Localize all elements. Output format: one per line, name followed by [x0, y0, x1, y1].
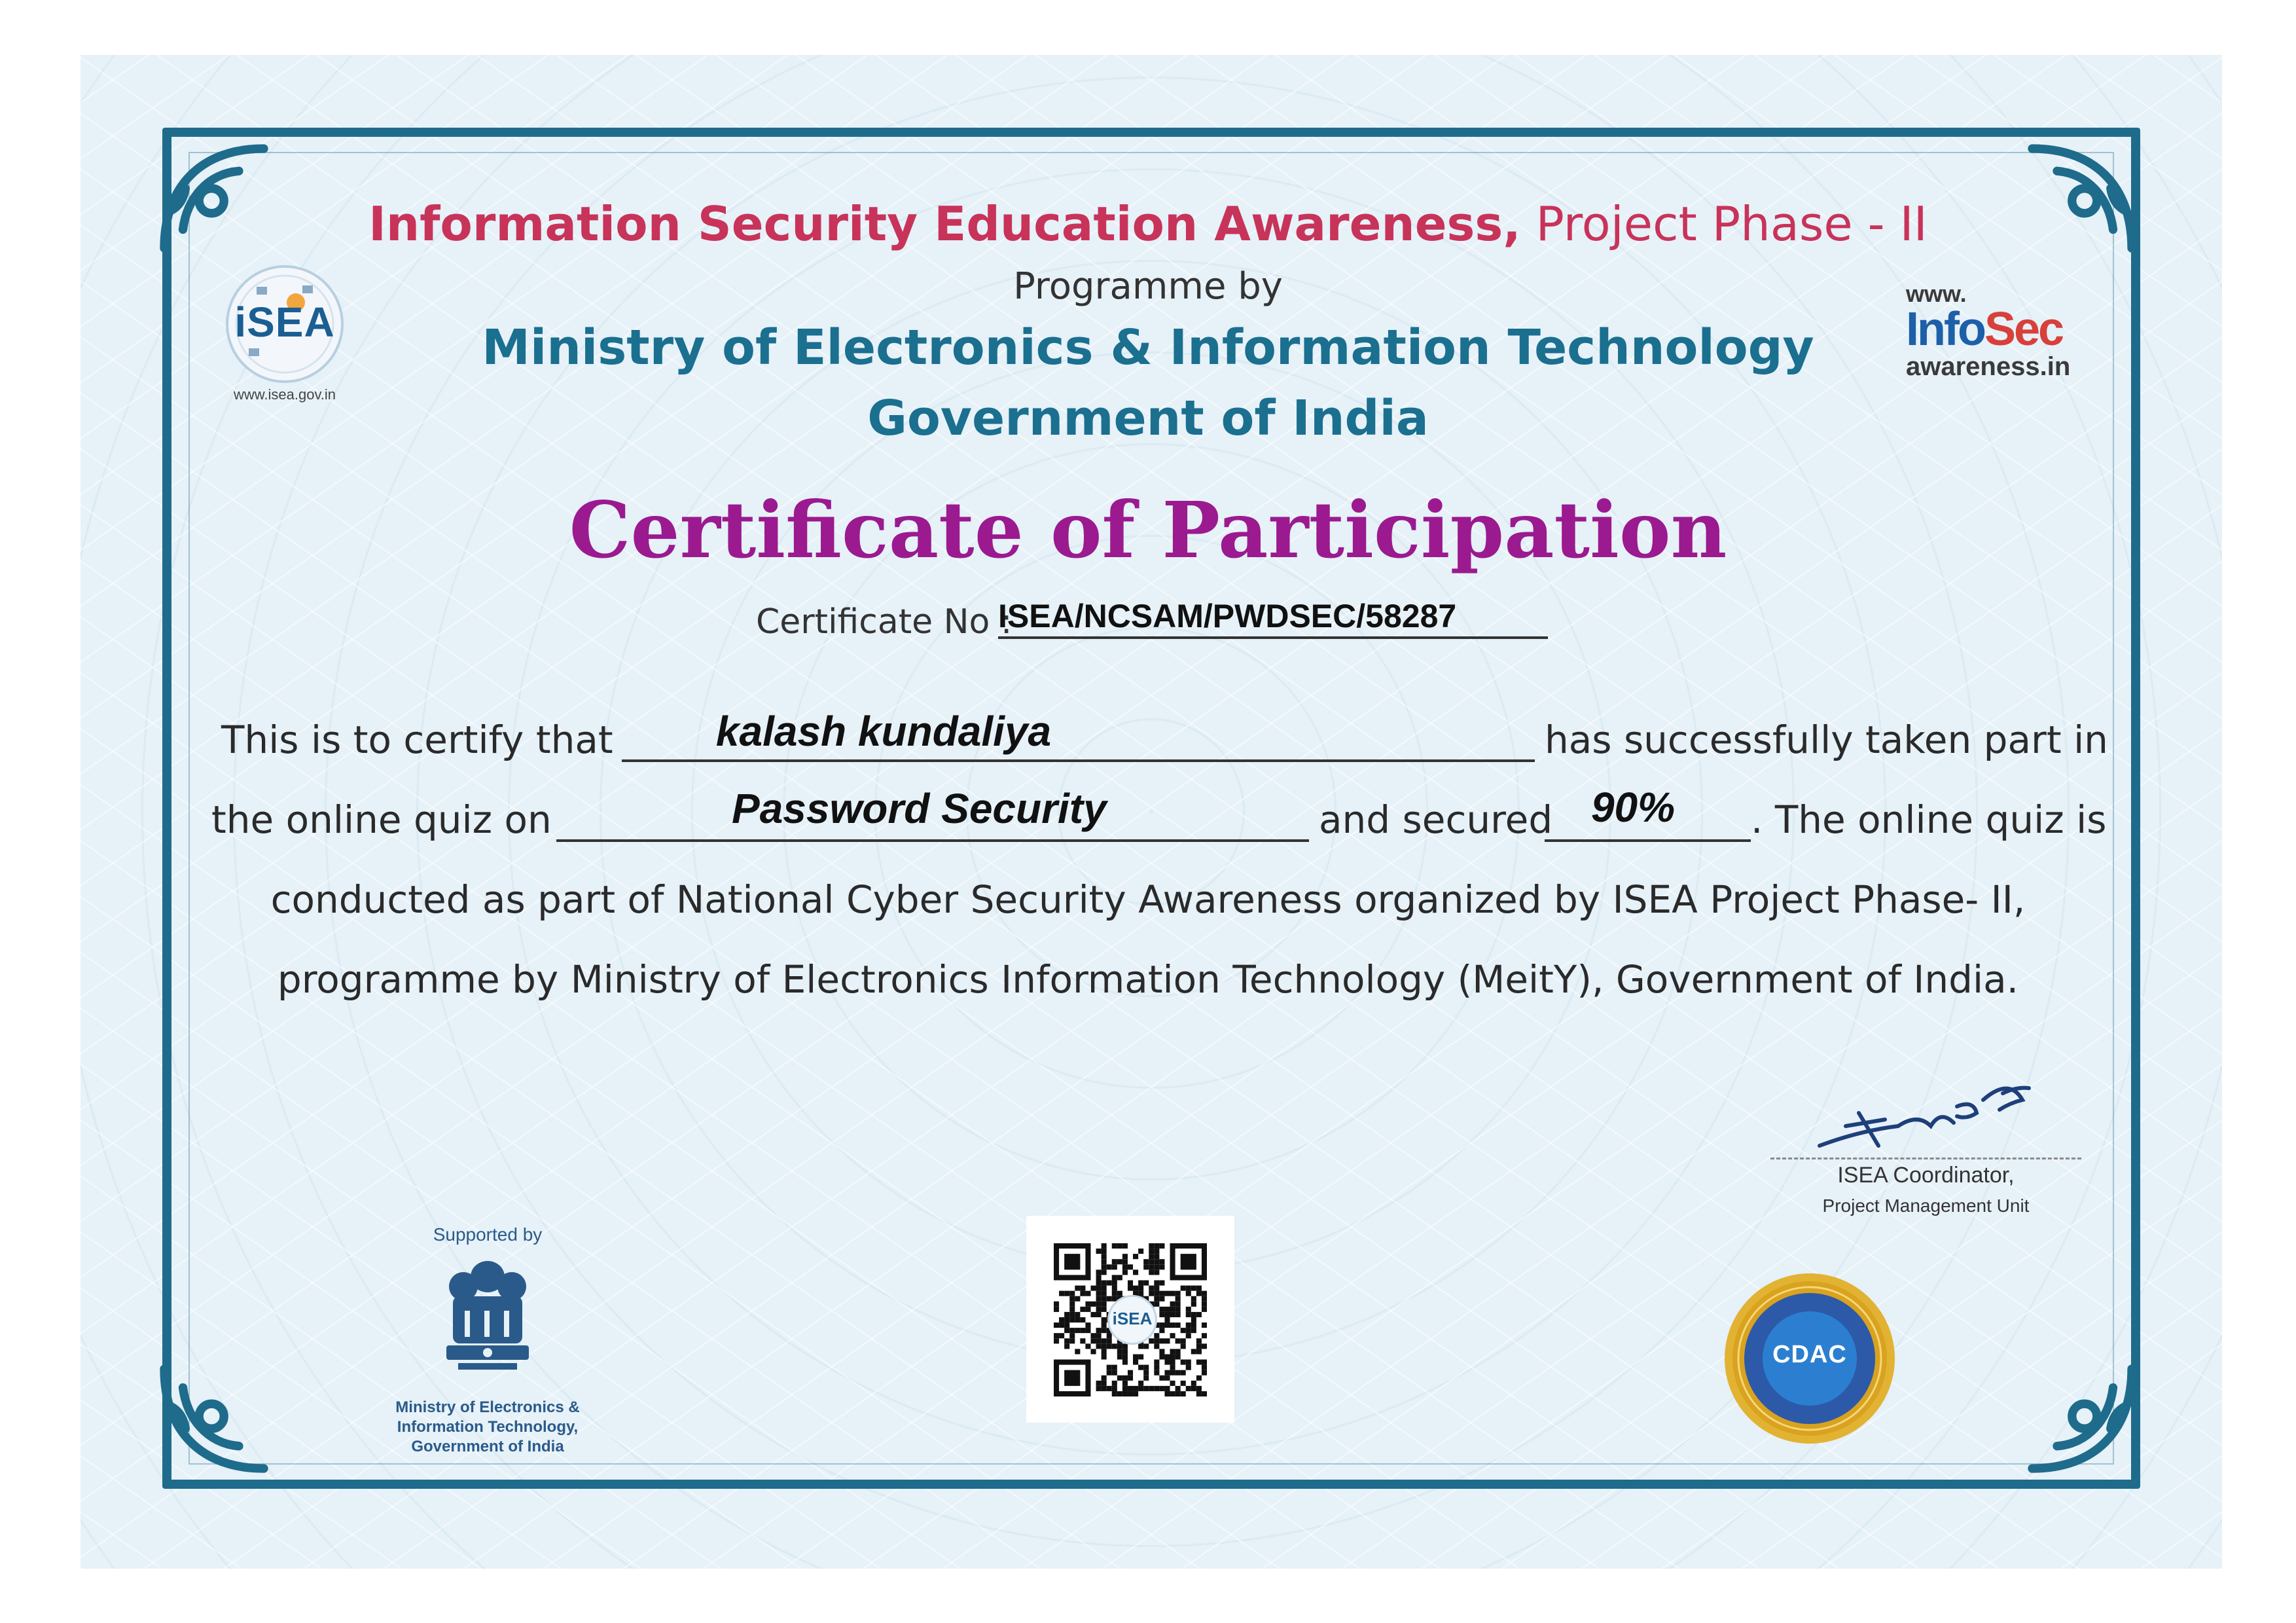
- certificate-number-value: ISEA/NCSAM/PWDSEC/58287: [998, 598, 1457, 634]
- signature-unit: Project Management Unit: [1822, 1195, 2030, 1216]
- quiz-score: 90%: [1590, 784, 1676, 831]
- infosec-www: www.: [1906, 280, 1967, 307]
- infosec-domain: awareness.in: [1906, 352, 2071, 381]
- certificate-title: Certificate of Participation: [569, 484, 1727, 575]
- isea-url: www.isea.gov.in: [233, 386, 336, 403]
- qr-center-logo-text: iSEA: [1112, 1309, 1153, 1328]
- corner-ornament-bottom-left: [152, 1357, 276, 1481]
- quiz-text-start: the online quiz on: [211, 797, 552, 842]
- cdac-text: CDAC: [1772, 1341, 1847, 1368]
- certify-text-start: This is to certify that: [221, 718, 613, 762]
- infosec-info: Info: [1906, 303, 1984, 356]
- signature-title: ISEA Coordinator,: [1837, 1163, 2015, 1188]
- certificate-number-label: Certificate No :: [756, 602, 1013, 642]
- verification-qr-code[interactable]: [1026, 1216, 1234, 1423]
- coordinator-signature: [1806, 1074, 2049, 1159]
- score-blank: [1545, 839, 1751, 842]
- supported-by-ministry-line2: Information Technology,: [397, 1418, 579, 1436]
- signature-line: [1770, 1158, 2081, 1159]
- isea-logo-text: iSEA: [234, 299, 335, 346]
- infosec-sec: Sec: [1984, 303, 2063, 356]
- supported-by-label: Supported by: [433, 1224, 543, 1245]
- government-name: Government of India: [867, 390, 1429, 447]
- participant-name: kalash kundaliya: [715, 708, 1052, 755]
- qr-center-logo: [1107, 1295, 1157, 1345]
- programme-phase: Project Phase - II: [1520, 196, 1928, 251]
- programme-heading: [0, 196, 2296, 251]
- quiz-topic-blank: [556, 839, 1309, 842]
- organized-by-text: conducted as part of National Cyber Security Awareness organized by ISEA Project Phase- II,: [270, 877, 2026, 922]
- quiz-topic: Password Security: [732, 785, 1107, 832]
- certify-text-end: has successfully taken part in: [1545, 718, 2108, 762]
- ministry-name: Ministry of Electronics & Information Technology: [482, 319, 1814, 376]
- secured-text: and secured: [1319, 797, 1553, 842]
- programme-by: Programme by: [1013, 265, 1283, 308]
- corner-ornament-bottom-right: [2020, 1357, 2144, 1481]
- supported-by-ministry-line1: Ministry of Electronics &: [395, 1398, 580, 1416]
- programme-by-text: programme by Ministry of Electronics Information Technology (MeitY), Government of India.: [277, 957, 2019, 1002]
- certificate-number-blank: [998, 636, 1548, 639]
- quiz-text-end: . The online quiz is: [1751, 797, 2107, 842]
- supported-by-ministry-line3: Government of India: [411, 1438, 564, 1455]
- programme-name: Information Security Education Awareness,: [368, 196, 1521, 251]
- name-blank: [622, 759, 1535, 762]
- state-emblem-icon: [439, 1250, 537, 1388]
